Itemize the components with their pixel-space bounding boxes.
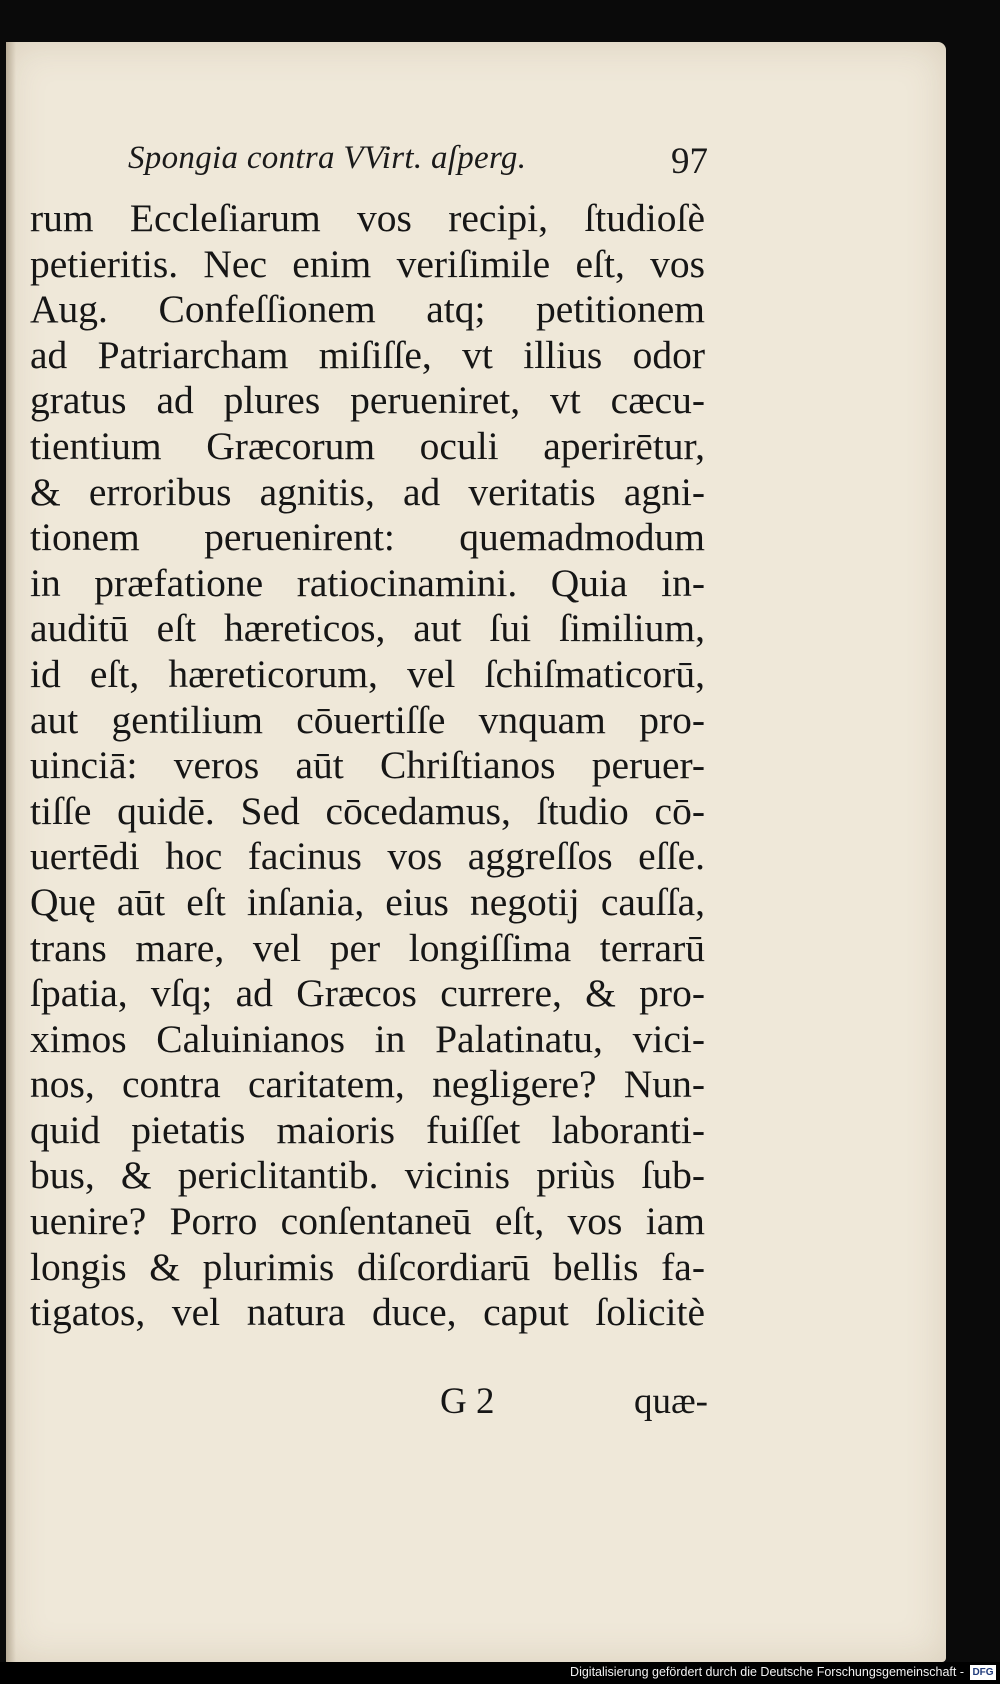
dfg-logo-icon: DFG — [970, 1665, 996, 1680]
body-text — [30, 196, 705, 1336]
page-number: 97 — [671, 141, 708, 182]
text-line: quid pietatis maioris fuiſſet laboranti- — [30, 1107, 705, 1152]
running-title: Spongia contra VVirt. aſperg. — [128, 140, 527, 176]
text-line: Quę aūt eſt inſania, eius negotij cauſſa, — [30, 879, 705, 924]
text-line: aut gentilium cōuertiſſe vnquam pro- — [30, 697, 705, 742]
text-line: tigatos, vel natura duce, caput ſolicitè — [30, 1290, 705, 1335]
text-line: tientium Græcorum oculi aperirētur, — [30, 423, 705, 468]
digitization-credit-bar — [0, 1662, 1000, 1684]
text-line: tionem peruenirent: quemadmodum — [30, 515, 705, 560]
text-line: bus, & periclitantib. vicinis priùs ſub- — [30, 1153, 705, 1198]
text-line: petieritis. Nec enim veriſimile eſt, vos — [30, 241, 705, 286]
text-line: ſpatia, vſq; ad Græcos currere, & pro- — [30, 971, 705, 1016]
text-line: uertēdi hoc facinus vos aggreſſos eſſe. — [30, 834, 705, 879]
text-line: in præfatione ratiocinamini. Quia in- — [30, 560, 705, 605]
text-line: ximos Caluinianos in Palatinatu, vici- — [30, 1016, 705, 1061]
text-line: uinciā: veros aūt Chriſtianos peruer- — [30, 743, 705, 788]
text-line: longis & plurimis diſcordiarū bellis fa- — [30, 1244, 705, 1289]
text-line: ad Patriarcham miſiſſe, vt illius odor — [30, 332, 705, 377]
text-line: uenire? Porro conſentaneū eſt, vos iam — [30, 1199, 705, 1244]
signature-mark: G 2 — [440, 1381, 495, 1422]
text-line: trans mare, vel per longiſſima terrarū — [30, 925, 705, 970]
catchword: quæ- — [634, 1381, 708, 1422]
page-gutter-shadow — [6, 42, 16, 1662]
text-line: tiſſe quidē. Sed cōcedamus, ſtudio cō- — [30, 788, 705, 833]
text-line: & erroribus agnitis, ad veritatis agni- — [30, 469, 705, 514]
running-head — [128, 140, 708, 190]
text-line: id eſt, hæreticorum, vel ſchiſmaticorū, — [30, 651, 705, 696]
digitization-credit: Digitalisierung gefördert durch die Deutsche Forschungsgemeinschaft - — [570, 1665, 964, 1679]
text-line: auditū eſt hæreticos, aut ſui ſimilium, — [30, 606, 705, 651]
text-line: rum Eccleſiarum vos recipi, ſtudioſè — [30, 196, 705, 240]
text-line: nos, contra caritatem, negligere? Nun- — [30, 1062, 705, 1107]
text-line: Aug. Confeſſionem atq; petitionem — [30, 287, 705, 332]
page-footer — [440, 1380, 708, 1430]
text-line: gratus ad plures perueniret, vt cæcu- — [30, 378, 705, 423]
